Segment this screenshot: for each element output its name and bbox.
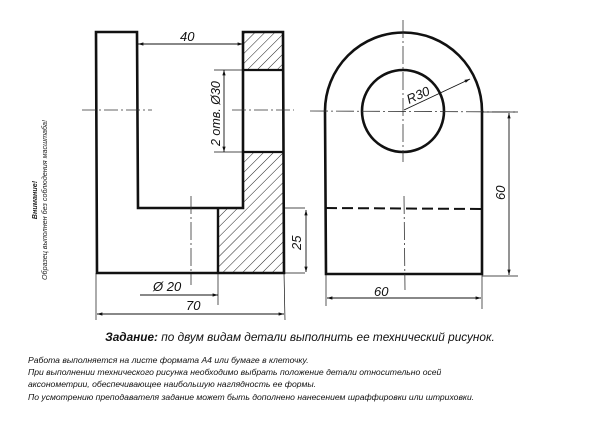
instruction-line: Работа выполняется на листе формата А4 или бумаге в клеточку. [28,355,309,365]
dim-radius: R30 [404,83,433,107]
task-statement [0,330,600,344]
task-label: Задание: [105,330,158,344]
dim-bore-diameter: Ø 20 [153,279,182,294]
task-text: по двум видам детали выполнить ее технический рисунок. [161,330,495,344]
side-note-text: Образец выполнен без соблюдения масштаба! [40,119,49,281]
hatch-base-block [218,208,283,273]
hatch-middle-block [243,152,283,208]
dim-overall-width-right: 60 [374,284,389,299]
side-note-title: Внимание! [30,180,39,220]
side-note [22,100,62,300]
dim-holes: 2 отв. Ø30 [209,81,223,146]
instructions [28,354,588,403]
instruction-line: аксонометрии, обеспечивающее наибольшую наглядность ее формы. [28,379,317,390]
dim-center-height: 60 [493,185,508,200]
dim-base-height: 25 [289,235,304,250]
dim-slot-width: 40 [180,29,195,44]
dim-overall-width-left: 70 [186,298,201,313]
right-view [310,20,518,309]
hatch-top-block [243,32,283,70]
instruction-line: По усмотрению преподавателя задание может быть дополнено нанесением шраффировки или штриховки. [28,391,475,402]
left-view-section [82,29,306,320]
instruction-line: При выполнении технического рисунка необходимо выбрать положение детали относительно осей [28,367,442,378]
